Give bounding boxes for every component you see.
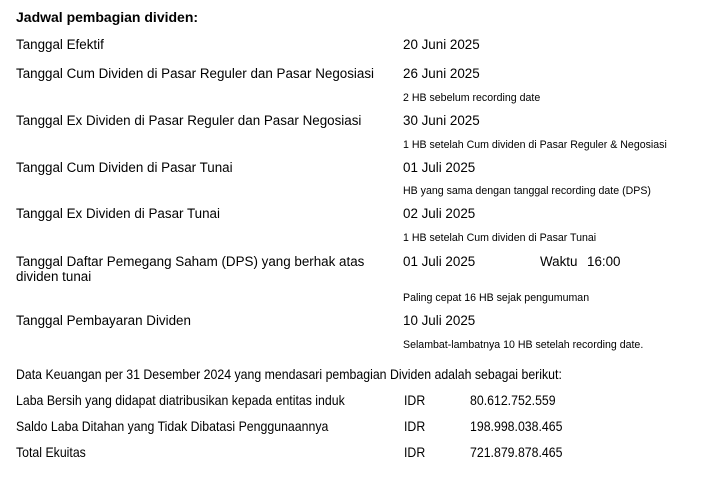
schedule-label-effective-date: Tanggal Efektif [16, 37, 104, 52]
section-title: Jadwal pembagian dividen: [16, 9, 199, 25]
financial-intro-text: Data Keuangan per 31 Desember 2024 yang mendasari pembagian Dividen adalah sebagai berikut: [16, 366, 562, 382]
schedule-note-recording-date: Paling cepat 16 HB sejak pengumuman [403, 292, 590, 304]
financial-intro [16, 366, 636, 384]
financial-amount-retained-earnings-text: 198.998.038.465 [470, 418, 563, 434]
financial-label-retained-earnings [16, 418, 371, 436]
schedule-time-value: 16:00 [587, 254, 621, 269]
schedule-value-ex-regular: 30 Juni 2025 [403, 113, 480, 128]
schedule-value-cum-regular: 26 Juni 2025 [403, 66, 480, 81]
financial-amount-total-equity [470, 444, 575, 462]
schedule-label-ex-regular: Tanggal Ex Dividen di Pasar Reguler dan Pasar Negosiasi [16, 113, 362, 128]
financial-currency-total-equity-text: IDR [404, 444, 426, 460]
financial-currency-total-equity [404, 444, 428, 462]
schedule-note-payment-date: Selambat-lambatnya 10 HB setelah recording date. [403, 339, 644, 351]
schedule-value-cum-cash: 01 Juli 2025 [403, 160, 476, 175]
financial-label-retained-earnings-text: Saldo Laba Ditahan yang Tidak Dibatasi Penggunaannya [16, 418, 329, 434]
schedule-value-recording-date: 01 Juli 2025 [403, 254, 476, 269]
financial-amount-total-equity-text: 721.879.878.465 [470, 444, 563, 460]
financial-label-net-profit-text: Laba Bersih yang didapat diatribusikan kepada entitas induk [16, 392, 345, 408]
schedule-note-ex-cash: 1 HB setelah Cum dividen di Pasar Tunai [403, 232, 597, 244]
schedule-label-cum-cash: Tanggal Cum Dividen di Pasar Tunai [16, 160, 233, 175]
schedule-value-ex-cash: 02 Juli 2025 [403, 206, 476, 221]
schedule-time-label: Waktu [540, 254, 578, 269]
schedule-note-cum-regular: 2 HB sebelum recording date [403, 92, 541, 104]
financial-amount-net-profit-text: 80.612.752.559 [470, 392, 556, 408]
financial-currency-retained-earnings [404, 418, 428, 436]
financial-label-net-profit [16, 392, 390, 410]
financial-amount-retained-earnings [470, 418, 575, 436]
schedule-label-recording-date-line1: Tanggal Daftar Pemegang Saham (DPS) yang berhak atas [16, 254, 365, 269]
financial-currency-retained-earnings-text: IDR [404, 418, 426, 434]
financial-currency-net-profit [404, 392, 428, 410]
schedule-value-effective-date: 20 Juni 2025 [403, 37, 480, 52]
schedule-label-recording-date-line2: dividen tunai [16, 269, 92, 284]
schedule-note-ex-regular: 1 HB setelah Cum dividen di Pasar Reguler & Negosiasi [403, 139, 667, 151]
schedule-note-cum-cash: HB yang sama dengan tanggal recording date (DPS) [403, 185, 651, 197]
schedule-label-payment-date: Tanggal Pembayaran Dividen [16, 313, 191, 328]
financial-currency-net-profit-text: IDR [404, 392, 426, 408]
financial-label-total-equity-text: Total Ekuitas [16, 444, 86, 460]
financial-amount-net-profit [470, 392, 567, 410]
schedule-value-payment-date: 10 Juli 2025 [403, 313, 476, 328]
schedule-label-cum-regular: Tanggal Cum Dividen di Pasar Reguler dan Pasar Negosiasi [16, 66, 375, 81]
schedule-label-ex-cash: Tanggal Ex Dividen di Pasar Tunai [16, 206, 220, 221]
financial-label-total-equity [16, 444, 95, 462]
